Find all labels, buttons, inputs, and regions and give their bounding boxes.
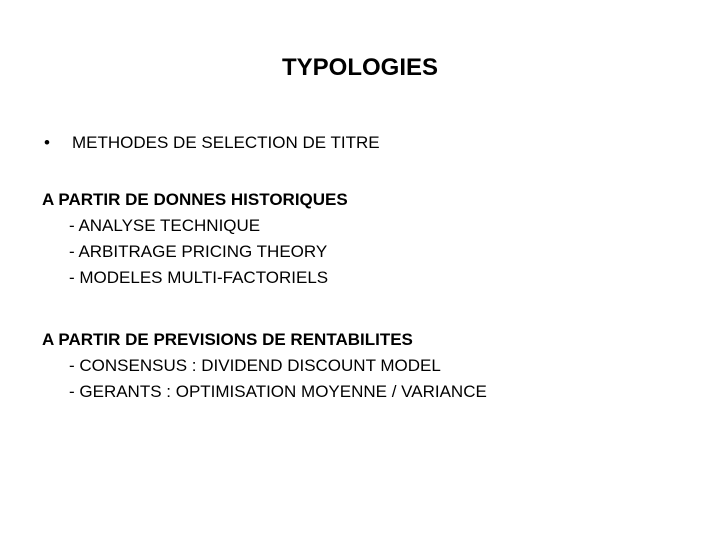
list-item: - CONSENSUS : DIVIDEND DISCOUNT MODEL <box>69 356 441 375</box>
section-return-forecasts <box>42 327 487 405</box>
list-item: - GERANTS : OPTIMISATION MOYENNE / VARIANCE <box>69 382 487 401</box>
bullet-icon: • <box>44 133 50 152</box>
bullet-point <box>44 132 380 154</box>
bullet-text: METHODES DE SELECTION DE TITRE <box>72 133 380 152</box>
section-heading: A PARTIR DE DONNES HISTORIQUES <box>42 190 348 209</box>
list-item: - ARBITRAGE PRICING THEORY <box>69 242 328 261</box>
list-item: - ANALYSE TECHNIQUE <box>69 216 261 235</box>
section-historical-data <box>42 187 348 291</box>
list-item: - MODELES MULTI-FACTORIELS <box>69 268 329 287</box>
section-heading: A PARTIR DE PREVISIONS DE RENTABILITES <box>42 330 413 349</box>
slide-title: TYPOLOGIES <box>281 54 439 81</box>
